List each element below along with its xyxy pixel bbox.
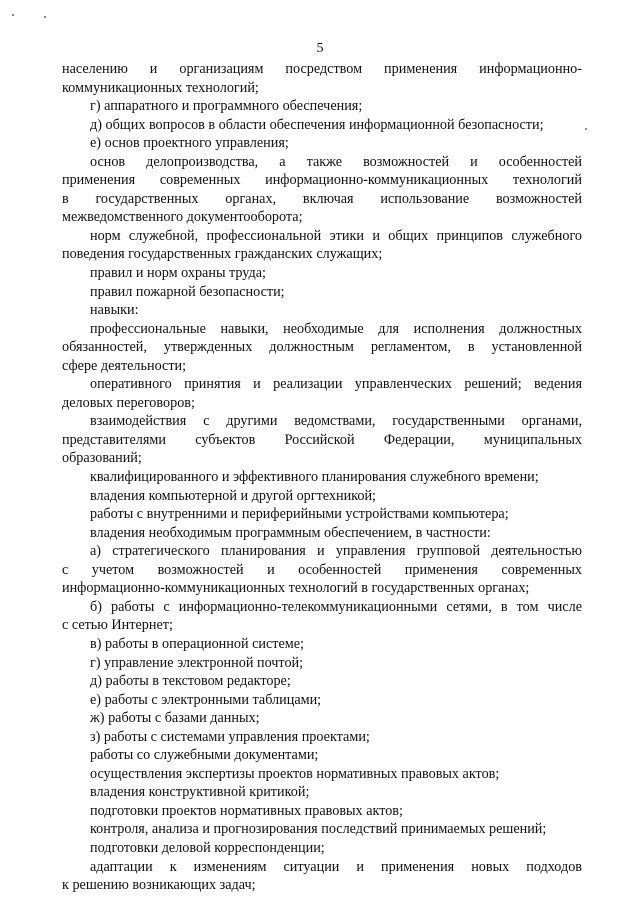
text-line: населению и организациям посредством применения информационно- <box>62 61 582 77</box>
text-line: коммуникационных технологий; <box>62 79 259 96</box>
text-line: з) работы с системами управления проектами; <box>90 728 370 745</box>
text-line: правил и норм охраны труда; <box>90 265 266 282</box>
text-line: а) стратегического планирования и управления групповой деятельностью <box>90 543 582 560</box>
text-line: в) работы в операционной системе; <box>90 635 304 652</box>
text-line: в государственных органах, включая использование возможностей <box>62 190 582 207</box>
text-line: контроля, анализа и прогнозирования последствий принимаемых решений; <box>90 821 547 838</box>
text-line: д) работы в текстовом редакторе; <box>90 673 291 690</box>
text-line: адаптации к изменениям ситуации и применения новых подходов <box>90 858 582 875</box>
body-text <box>62 60 582 895</box>
text-line: обязанностей, утвержденных должностным регламентом, в установленной <box>62 339 582 356</box>
text-line: поведения государственных гражданских служащих; <box>62 246 383 263</box>
text-line: владения компьютерной и другой оргтехникой; <box>90 487 376 504</box>
text-line: межведомственного документооборота; <box>62 209 303 226</box>
text-line: подготовки проектов нормативных правовых актов; <box>90 802 403 819</box>
text-line: б) работы с информационно-телекоммуникационными сетями, в том числе <box>90 598 582 615</box>
text-line: ж) работы с базами данных; <box>90 710 260 727</box>
text-line: применения современных информационно-коммуникационных технологий <box>62 172 582 189</box>
text-line: представителями субъектов Российской Федерации, муниципальных <box>62 431 582 448</box>
scan-mark <box>12 14 14 16</box>
text-line: оперативного принятия и реализации управленческих решений; ведения <box>90 376 582 393</box>
text-line: г) управление электронной почтой; <box>90 654 304 671</box>
text-line: образований; <box>62 450 142 467</box>
text-line: владения конструктивной критикой; <box>90 784 310 801</box>
text-line: с учетом возможностей и особенностей применения современных <box>62 561 582 578</box>
text-line: навыки: <box>90 302 139 319</box>
text-line: основ делопроизводства, а также возможностей и особенностей <box>90 153 582 170</box>
text-line: е) основ проектного управления; <box>90 135 289 152</box>
text-line: работы с внутренними и периферийными устройствами компьютера; <box>90 506 509 523</box>
text-line: взаимодействия с другими ведомствами, государственными органами, <box>90 413 582 430</box>
text-line: норм служебной, профессиональной этики и общих принципов служебного <box>90 227 582 244</box>
page-number: 5 <box>316 41 324 56</box>
text-line: квалифицированного и эффективного планирования служебного времени; <box>90 469 539 486</box>
text-line: е) работы с электронными таблицами; <box>90 691 322 708</box>
text-line: с сетью Интернет; <box>62 617 173 634</box>
scan-mark <box>44 16 46 18</box>
text-line: к решению возникающих задач; <box>62 877 256 894</box>
text-line: работы со служебными документами; <box>90 747 319 764</box>
text-line: осуществления экспертизы проектов нормативных правовых актов; <box>90 765 500 782</box>
text-line: правил пожарной безопасности; <box>90 283 285 300</box>
text-line: д) общих вопросов в области обеспечения информационной безопасности; <box>90 116 544 133</box>
text-line: информационно-коммуникационных технологий в государственных органах; <box>62 580 530 597</box>
text-line: подготовки деловой корреспонденции; <box>90 839 325 856</box>
text-line: г) аппаратного и программного обеспечения; <box>90 98 363 115</box>
scan-mark <box>585 128 587 130</box>
text-line: деловых переговоров; <box>62 394 195 411</box>
text-line: владения необходимым программным обеспечением, в частности: <box>90 524 491 541</box>
text-line: профессиональные навыки, необходимые для исполнения должностных <box>90 320 582 337</box>
text-line: сфере деятельности; <box>62 357 187 374</box>
